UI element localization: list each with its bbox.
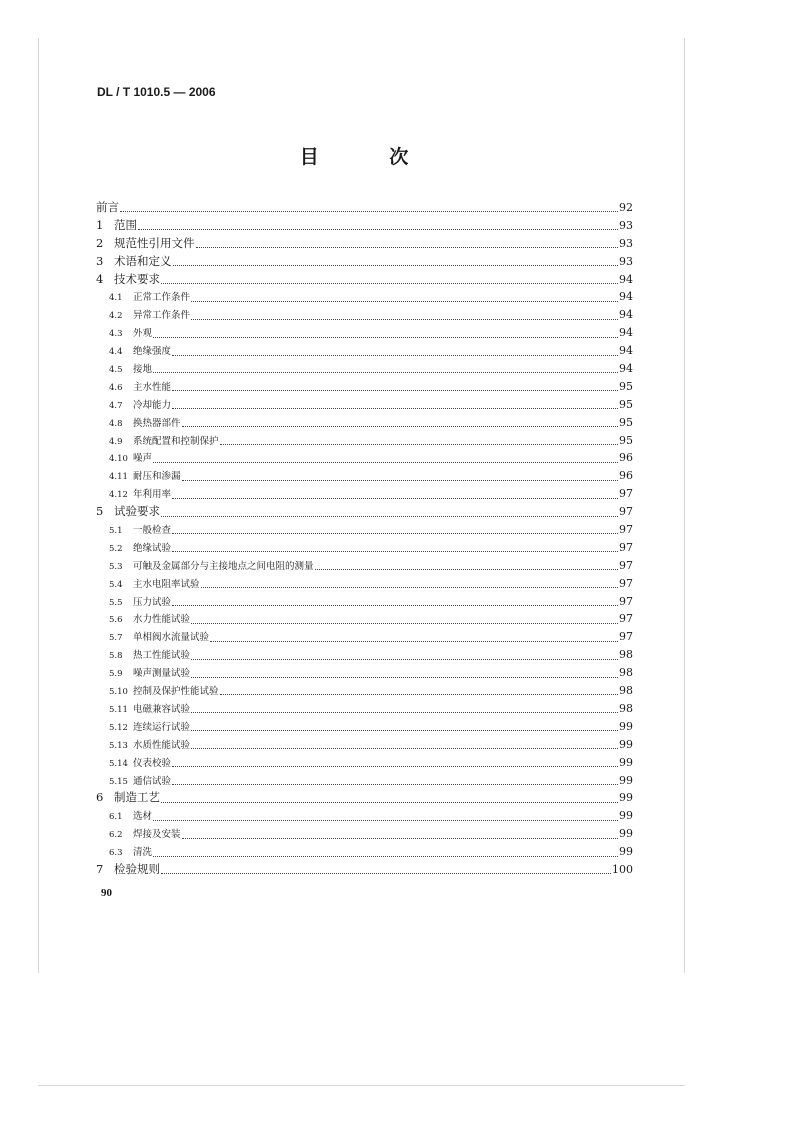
toc-leader-dots (138, 229, 618, 230)
toc-leader-dots (191, 319, 618, 320)
toc-entry[interactable] (96, 288, 633, 306)
toc-entry-page: 98 (619, 666, 633, 680)
page-right-edge (684, 38, 685, 973)
toc-entry-number: 4.12 (109, 490, 128, 501)
toc-entry-number: 4.10 (109, 454, 128, 465)
toc-entry-page: 96 (619, 469, 633, 483)
toc-leader-dots (153, 337, 618, 338)
toc-entry-label: 换热器部件 (133, 417, 181, 429)
toc-entry[interactable] (96, 360, 633, 378)
toc-entry-label: 检验规则 (114, 861, 160, 876)
toc-entry[interactable] (96, 342, 633, 360)
toc-entry-number: 5.9 (109, 669, 123, 680)
toc-entry-number: 1 (96, 217, 104, 232)
toc-entry[interactable] (96, 772, 633, 790)
toc-entry[interactable] (96, 861, 633, 879)
toc-entry[interactable] (96, 396, 633, 414)
toc-entry-page: 97 (619, 576, 633, 590)
toc-entry-page: 94 (619, 326, 633, 340)
toc-entry-number: 2 (96, 235, 104, 250)
toc-entry-label: 水质性能试验 (133, 739, 191, 751)
toc-leader-dots (191, 730, 618, 731)
toc-leader-dots (191, 748, 618, 749)
toc-leader-dots (172, 551, 618, 552)
toc-entry-label: 焊接及安装 (133, 829, 181, 841)
toc-entry[interactable] (96, 754, 633, 772)
toc-entry-page: 94 (619, 344, 633, 358)
toc-entry-page: 95 (619, 433, 633, 447)
toc-leader-dots (172, 533, 618, 534)
toc-leader-dots (201, 587, 618, 588)
toc-leader-dots (173, 265, 619, 266)
toc-entry-label: 绝缘试验 (133, 542, 172, 554)
toc-entry[interactable] (96, 253, 633, 271)
toc-entry-page: 95 (619, 397, 633, 411)
toc-entry[interactable] (96, 700, 633, 718)
toc-leader-dots (191, 677, 618, 678)
toc-entry-page: 98 (619, 648, 633, 662)
toc-entry-number: 5.1 (109, 526, 123, 537)
toc-entry-page: 94 (619, 272, 633, 286)
page-left-edge (38, 38, 39, 973)
toc-leader-dots (153, 820, 618, 821)
toc-entry[interactable] (96, 807, 633, 825)
toc-entry-label: 接地 (133, 364, 153, 376)
toc-entry-page: 98 (619, 701, 633, 715)
toc-entry-page: 99 (619, 791, 633, 805)
toc-entry-label: 正常工作条件 (133, 292, 191, 304)
toc-entry-number: 4.1 (109, 293, 123, 304)
toc-entry-page: 99 (619, 719, 633, 733)
toc-leader-dots (315, 569, 618, 570)
toc-leader-dots (153, 372, 618, 373)
toc-leader-dots (120, 211, 618, 212)
toc-entry-label: 主水电阻率试验 (133, 578, 200, 590)
toc-leader-dots (172, 408, 618, 409)
toc-entry-number: 6.1 (109, 812, 123, 823)
toc-entry-number: 5.6 (109, 615, 123, 626)
toc-leader-dots (182, 426, 618, 427)
toc-entry[interactable] (96, 682, 633, 700)
toc-leader-dots (182, 480, 618, 481)
toc-leader-dots (161, 516, 618, 517)
toc-leader-dots (161, 873, 611, 874)
toc-leader-dots (182, 838, 618, 839)
toc-entry[interactable] (96, 521, 633, 539)
toc-entry-label: 清洗 (133, 847, 153, 859)
toc-entry[interactable] (96, 664, 633, 682)
toc-entry-page: 99 (619, 737, 633, 751)
toc-entry-label: 噪声测量试验 (133, 668, 191, 680)
toc-entry-label: 通信试验 (133, 775, 172, 787)
toc-entry-page: 94 (619, 308, 633, 322)
toc-entry[interactable] (96, 736, 633, 754)
toc-leader-dots (210, 641, 618, 642)
toc-entry-number: 5.2 (109, 543, 123, 554)
toc-entry-label: 制造工艺 (114, 790, 160, 805)
toc-entry-label: 异常工作条件 (133, 310, 191, 322)
toc-entry[interactable] (96, 324, 633, 342)
toc-entry-label: 系统配置和控制保护 (133, 435, 219, 447)
toc-leader-dots (191, 659, 618, 660)
toc-entry[interactable] (96, 825, 633, 843)
toc-entry-page: 99 (619, 845, 633, 859)
toc-entry[interactable] (96, 628, 633, 646)
document-code: DL / T 1010.5 — 2006 (97, 85, 216, 99)
toc-entry-label: 热工性能试验 (133, 650, 191, 662)
toc-entry-page: 97 (619, 487, 633, 501)
toc-entry[interactable] (96, 646, 633, 664)
toc-entry-label: 选材 (133, 811, 153, 823)
toc-leader-dots (196, 247, 619, 248)
toc-entry-label: 单相阀水流量试验 (133, 632, 210, 644)
toc-entry[interactable] (96, 217, 633, 235)
toc-leader-dots (172, 605, 618, 606)
toc-entry-page: 98 (619, 684, 633, 698)
toc-leader-dots (220, 444, 618, 445)
toc-entry-page: 93 (619, 218, 633, 232)
toc-entry-page: 97 (619, 594, 633, 608)
toc-leader-dots (191, 712, 618, 713)
toc-entry-label: 术语和定义 (114, 253, 172, 268)
toc-entry-label: 连续运行试验 (133, 721, 191, 733)
toc-entry-number: 5.11 (109, 704, 128, 715)
page-bottom-edge (38, 1085, 685, 1086)
toc-entry-label: 耐压和渗漏 (133, 471, 181, 483)
toc-entry[interactable] (96, 378, 633, 396)
toc-entry-page: 93 (619, 236, 633, 250)
toc-entry-number: 6.3 (109, 848, 123, 859)
toc-entry-page: 92 (619, 201, 633, 214)
toc-entry-label: 主水性能 (133, 381, 172, 393)
toc-entry[interactable] (96, 557, 633, 575)
toc-entry-page: 99 (619, 809, 633, 823)
toc-entry-label: 范围 (114, 217, 137, 232)
toc-entry[interactable] (96, 467, 633, 485)
toc-entry-page: 95 (619, 379, 633, 393)
toc-entry-label: 年利用率 (133, 489, 172, 501)
toc-entry-number: 4.5 (109, 365, 123, 376)
toc-entry[interactable] (96, 539, 633, 557)
toc-entry-page: 97 (619, 523, 633, 537)
toc-entry-label: 噪声 (133, 453, 153, 465)
toc-leader-dots (161, 802, 618, 803)
toc-entry-number: 6.2 (109, 830, 123, 841)
toc-entry-page: 97 (619, 630, 633, 644)
toc-entry-label: 仪表校验 (133, 757, 172, 769)
toc-entry[interactable] (96, 789, 633, 807)
toc-entry-number: 5.4 (109, 579, 123, 590)
toc-entry-number: 4.6 (109, 382, 123, 393)
toc-entry[interactable] (96, 449, 633, 467)
toc-leader-dots (153, 462, 618, 463)
toc-entry-page: 99 (619, 773, 633, 787)
toc-entry-page: 99 (619, 755, 633, 769)
toc-entry-page: 97 (619, 540, 633, 554)
toc-leader-dots (172, 784, 618, 785)
toc-entry-number: 5.5 (109, 597, 123, 608)
toc-entry-number: 4.3 (109, 329, 123, 340)
toc-entry-number: 5.3 (109, 561, 123, 572)
toc-entry[interactable] (96, 593, 633, 611)
toc-entry-number: 3 (96, 253, 104, 268)
toc-entry-number: 6 (96, 790, 104, 805)
toc-entry-number: 5 (96, 504, 104, 519)
toc-entry[interactable] (96, 199, 633, 217)
toc-entry-page: 97 (619, 612, 633, 626)
toc-entry-label: 前言 (96, 200, 119, 214)
toc-entry[interactable] (96, 503, 633, 521)
toc-entry-number: 5.12 (109, 722, 128, 733)
toc-entry-label: 外观 (133, 328, 153, 340)
toc-entry-number: 5.13 (109, 740, 128, 751)
toc-leader-dots (191, 301, 618, 302)
toc-leader-dots (220, 694, 618, 695)
toc-entry-label: 一般检查 (133, 525, 172, 537)
table-of-contents (96, 199, 633, 879)
toc-entry-number: 4 (96, 271, 104, 286)
page-title: 目 次 (299, 146, 441, 168)
toc-entry-page: 99 (619, 827, 633, 841)
toc-entry-number: 5.14 (109, 758, 128, 769)
toc-entry[interactable] (96, 271, 633, 289)
toc-entry-number: 5.8 (109, 651, 123, 662)
toc-entry-page: 95 (619, 415, 633, 429)
toc-entry-number: 4.4 (109, 347, 123, 358)
toc-entry-label: 绝缘强度 (133, 346, 172, 358)
toc-leader-dots (191, 623, 618, 624)
toc-entry-page: 96 (619, 451, 633, 465)
toc-entry-number: 7 (96, 861, 104, 876)
toc-entry[interactable] (96, 575, 633, 593)
toc-entry-number: 5.10 (109, 687, 128, 698)
toc-entry-label: 水力性能试验 (133, 614, 191, 626)
toc-entry-page: 94 (619, 362, 633, 376)
toc-entry-number: 4.9 (109, 436, 123, 447)
toc-entry-page: 97 (619, 558, 633, 572)
toc-entry-label: 控制及保护性能试验 (133, 686, 219, 698)
toc-entry-number: 4.8 (109, 418, 123, 429)
toc-leader-dots (172, 766, 618, 767)
toc-entry-page: 97 (619, 505, 633, 519)
toc-leader-dots (161, 283, 618, 284)
toc-entry-page: 94 (619, 290, 633, 304)
toc-entry-number: 4.7 (109, 400, 123, 411)
toc-entry-label: 试验要求 (114, 504, 160, 519)
toc-leader-dots (172, 390, 618, 391)
toc-entry[interactable] (96, 718, 633, 736)
toc-entry-label: 技术要求 (114, 271, 160, 286)
toc-entry[interactable] (96, 843, 633, 861)
toc-entry[interactable] (96, 414, 633, 432)
page-number: 90 (101, 887, 112, 899)
toc-entry[interactable] (96, 485, 633, 503)
toc-leader-dots (172, 498, 618, 499)
toc-leader-dots (172, 355, 618, 356)
toc-entry-page: 93 (619, 254, 633, 268)
toc-entry-number: 5.7 (109, 633, 123, 644)
toc-entry-number: 4.2 (109, 311, 123, 322)
toc-entry[interactable] (96, 610, 633, 628)
toc-entry-label: 规范性引用文件 (114, 235, 195, 250)
toc-entry-label: 冷却能力 (133, 399, 172, 411)
toc-entry-number: 4.11 (109, 472, 128, 483)
toc-entry[interactable] (96, 432, 633, 450)
toc-entry-page: 100 (612, 862, 633, 876)
toc-entry-label: 可触及金属部分与主接地点之间电阻的测量 (133, 560, 314, 572)
toc-entry-label: 压力试验 (133, 596, 172, 608)
toc-entry[interactable] (96, 235, 633, 253)
toc-entry-label: 电磁兼容试验 (133, 703, 191, 715)
toc-entry-number: 5.15 (109, 776, 128, 787)
toc-leader-dots (153, 856, 618, 857)
toc-entry[interactable] (96, 306, 633, 324)
